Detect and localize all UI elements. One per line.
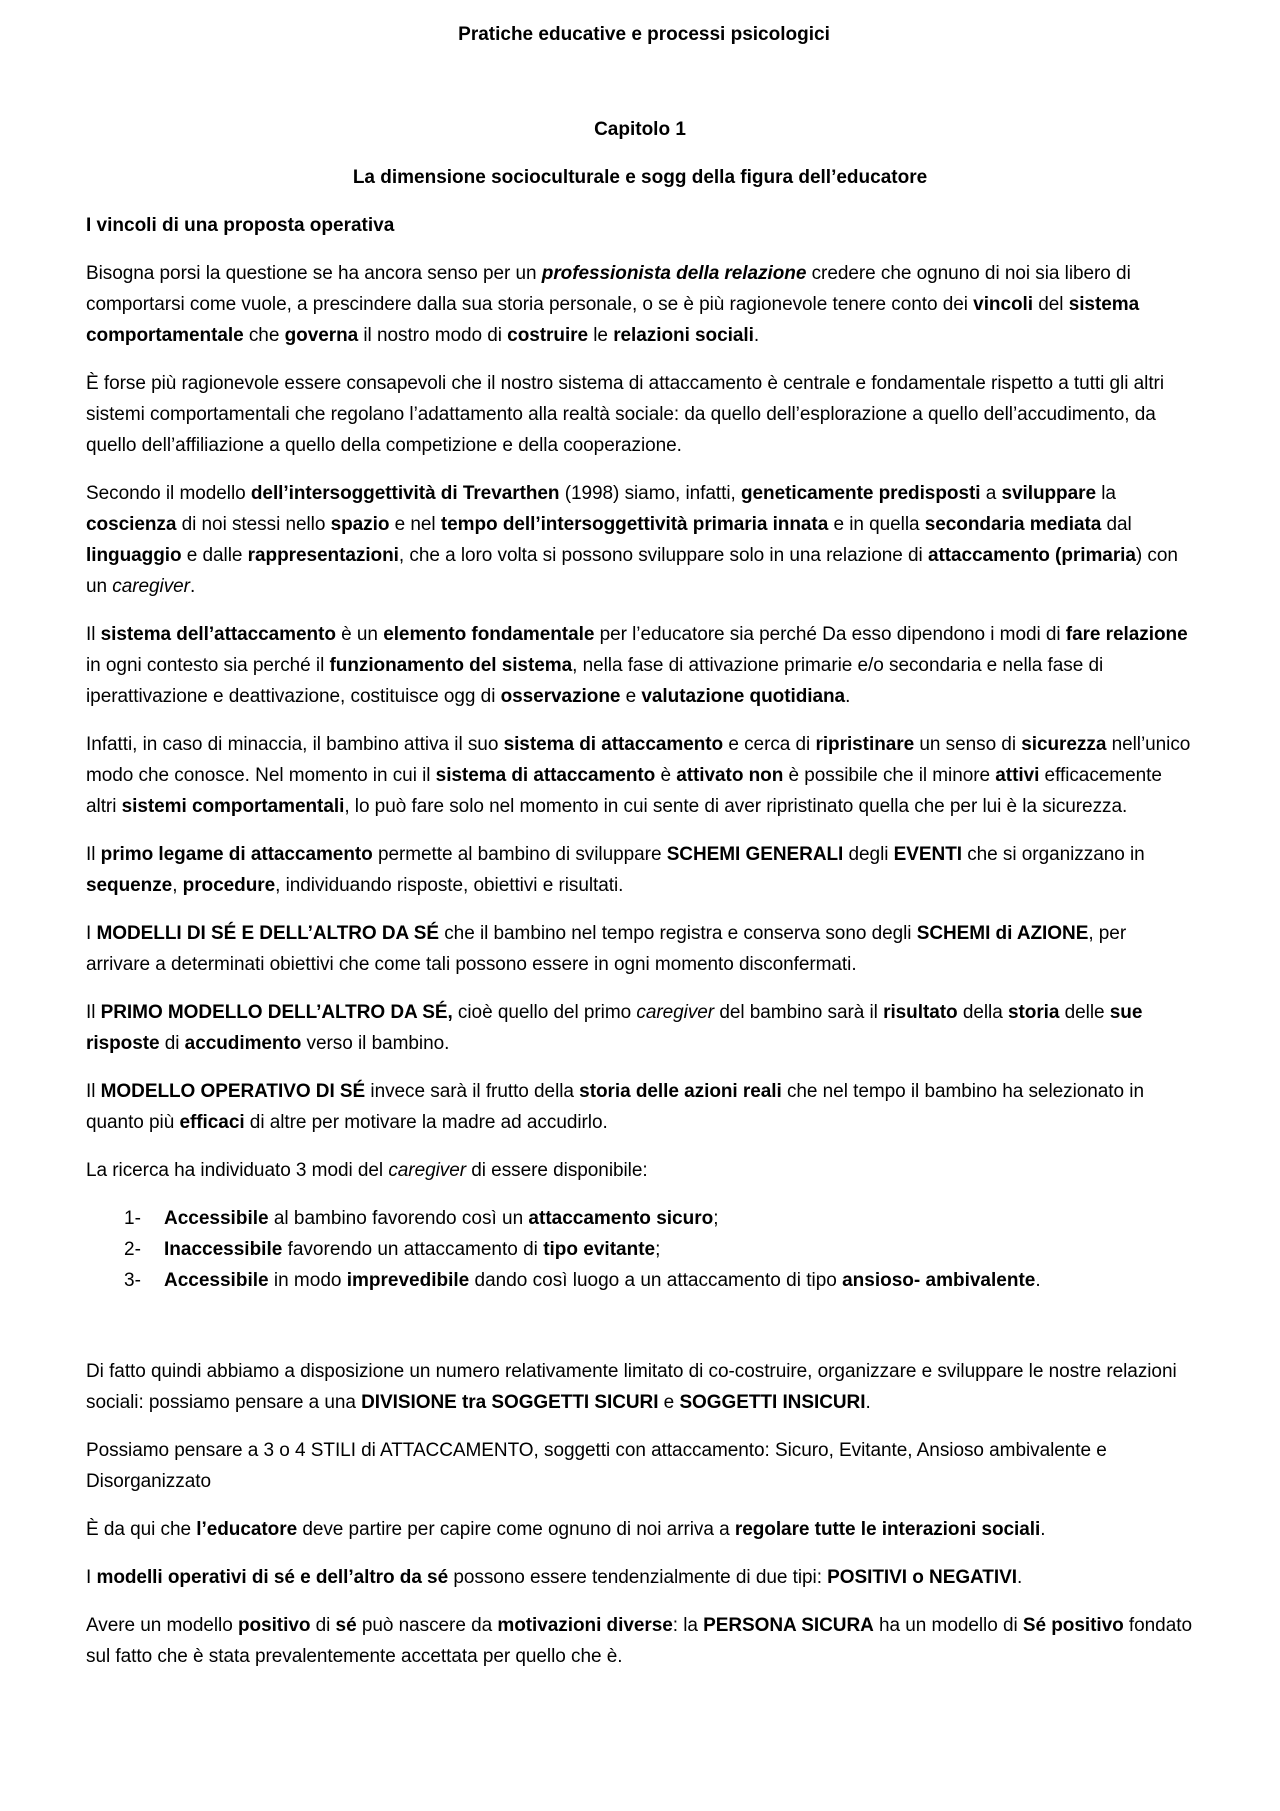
text-run: , nella fase di attivazione primarie e/o secondaria e nella fase di iperattivazione e deattivazione, costituisce ogg di (86, 655, 1104, 707)
italic-run: caregiver (388, 1160, 467, 1181)
text-run: verso il bambino. (301, 1033, 450, 1054)
text-run: di (159, 1033, 185, 1054)
text-run: le (588, 325, 614, 346)
bold-run: sistema dell’attaccamento (100, 624, 336, 645)
text-run: nell’unico modo che conosce. Nel momento in cui il (86, 734, 1191, 786)
text-run: . (1035, 1270, 1041, 1291)
paragraph (86, 918, 1194, 980)
paragraph (86, 1356, 1194, 1418)
paragraph (86, 1155, 1194, 1186)
chapter-heading: Capitolo 1 (594, 119, 686, 140)
text-run: Avere un modello (86, 1615, 238, 1636)
bold-run: governa (284, 325, 359, 346)
chapter-subtitle: La dimensione socioculturale e sogg della figura dell’educatore (352, 167, 928, 188)
bold-run: modelli operativi di sé e dell’altro da sé (96, 1567, 449, 1588)
bold-run: l’educatore (196, 1519, 298, 1540)
text-run: È forse più ragionevole essere consapevoli che il nostro sistema di attaccamento è centrale e fondamentale rispetto a tutti gli altri sistemi comportamentali che regolano l’adattamento alla realtà sociale: da quello dell’esplorazione a quello dell’accudimento, da quello dell’affiliazione a quello della competizione e della cooperazione. (86, 373, 1164, 456)
text-run: ) con un (86, 545, 1178, 597)
bold-italic-run (542, 263, 807, 284)
text-run: Il (86, 1002, 101, 1023)
bold-run: SCHEMI di AZIONE (916, 923, 1089, 944)
list-item (86, 1234, 1194, 1265)
paragraph (86, 1076, 1194, 1138)
caregiver-modes-list (86, 1203, 1194, 1296)
text-run: dal (1101, 514, 1132, 535)
text-run: che il bambino nel tempo registra e conserva sono degli (439, 923, 917, 944)
bold-run: fare relazione (1065, 624, 1188, 645)
bold-run: attaccamento sicuro (528, 1208, 714, 1229)
text-run: . (865, 1392, 871, 1413)
text-run: : la (672, 1615, 704, 1636)
italic-run: caregiver (112, 576, 190, 597)
text-run: Infatti, in caso di minaccia, il bambino attiva il suo (86, 734, 504, 755)
text-run: del bambino sarà il (714, 1002, 884, 1023)
bold-run: attaccamento (primaria (927, 545, 1136, 566)
document-title: Pratiche educative e processi psicologici (458, 24, 830, 45)
text-run: è possibile che il minore (783, 765, 996, 786)
bold-run: ripristinare (815, 734, 915, 755)
text-run: e cerca di (723, 734, 816, 755)
bold-run: Accessibile (164, 1208, 269, 1229)
paragraph (86, 1610, 1194, 1672)
bold-run: storia delle azioni reali (579, 1081, 782, 1102)
text-run: . (753, 325, 760, 346)
bold-run: sequenze (86, 875, 173, 896)
text-run: I (86, 923, 97, 944)
text-run: (1998) siamo, infatti, (559, 483, 741, 504)
text-run: invece sarà il frutto della (365, 1081, 580, 1102)
bold-run: sistema comportamentale (86, 294, 1140, 346)
paragraph (86, 368, 1194, 461)
paragraph (86, 1435, 1194, 1497)
bold-run: funzionamento del sistema (329, 655, 573, 676)
body-paragraphs (86, 258, 1194, 1186)
bold-run: EVENTI (893, 844, 962, 865)
paragraph (86, 258, 1194, 351)
bold-run: Sé positivo (1022, 1615, 1124, 1636)
bold-run: efficaci (179, 1112, 245, 1133)
text-run: ha un modello di (873, 1615, 1023, 1636)
list-item (86, 1203, 1194, 1234)
text-run: del (1033, 294, 1069, 315)
text-run: dando così luogo a un attaccamento di tipo (469, 1270, 843, 1291)
bold-run: SOGGETTI INSICURI (679, 1392, 866, 1413)
bold-run: sistemi comportamentali (121, 796, 345, 817)
section-heading: I vincoli di una proposta operativa (86, 215, 395, 236)
text-run: degli (843, 844, 894, 865)
bold-run: attivi (995, 765, 1040, 786)
body-paragraphs-after (86, 1356, 1194, 1672)
bold-run: elemento fondamentale (383, 624, 595, 645)
text-run: cioè quello del primo (452, 1002, 637, 1023)
bold-run: dell’intersoggettività di Trevarthen (250, 483, 560, 504)
text-run: che nel tempo il bambino ha selezionato in quanto più (86, 1081, 1144, 1133)
text-run: Il (86, 844, 101, 865)
bold-run: procedure (182, 875, 276, 896)
text-run: di essere disponibile: (466, 1160, 648, 1181)
text-run: ; (713, 1208, 719, 1229)
text-run: può nascere da (356, 1615, 498, 1636)
text-run: . (189, 576, 196, 597)
text-run: ; (655, 1239, 661, 1260)
bold-run: DIVISIONE tra SOGGETTI SICURI (361, 1392, 659, 1413)
paragraph (86, 619, 1194, 712)
text-run: , per arrivare a determinati obiettivi che come tali possono essere in ogni momento disconfermati. (86, 923, 1127, 975)
text-run: Di fatto quindi abbiamo a disposizione un numero relativamente limitato di co-costruire, organizzare e sviluppare le nostre relazioni sociali: possiamo pensare a una (86, 1361, 1177, 1413)
bold-run: coscienza (86, 514, 177, 535)
text-run: la (1096, 483, 1116, 504)
bold-run: positivo (237, 1615, 311, 1636)
bold-run: geneticamente predisposti (740, 483, 981, 504)
bold-run: primo legame di attaccamento (100, 844, 373, 865)
text-run: il nostro modo di (358, 325, 508, 346)
bold-run: MODELLO OPERATIVO DI SÉ (100, 1081, 366, 1102)
bold-run: imprevedibile (346, 1270, 470, 1291)
bold-run: SCHEMI GENERALI (666, 844, 844, 865)
list-number: 2- (124, 1239, 141, 1260)
text-run: , lo può fare solo nel momento in cui sente di aver ripristinato quella che per lui è la sicurezza. (344, 796, 1128, 817)
text-run: favorendo un attaccamento di (282, 1239, 544, 1260)
list-item (86, 1265, 1194, 1296)
text-run: per l’educatore sia perché Da esso dipendono i modi di (594, 624, 1066, 645)
text-run: e dalle (181, 545, 248, 566)
text-run: che (243, 325, 285, 346)
text-run: e (620, 686, 642, 707)
text-run: Secondo il modello (86, 483, 251, 504)
list-number: 1- (124, 1208, 141, 1229)
bold-run: risultato (883, 1002, 958, 1023)
bold-run: spazio (330, 514, 390, 535)
paragraph (86, 1562, 1194, 1593)
text-run: . (845, 686, 851, 707)
text-run: . (1016, 1567, 1023, 1588)
emphasis-text: professionista della relazione (541, 263, 807, 284)
bold-run: tipo evitante (543, 1239, 656, 1260)
italic-run: caregiver (636, 1002, 715, 1023)
bold-run: storia (1007, 1002, 1060, 1023)
text-run: che si organizzano in (961, 844, 1145, 865)
bold-run: PERSONA SICURA (703, 1615, 874, 1636)
text-run: Il (86, 1081, 101, 1102)
text-run: possono essere tendenzialmente di due tipi: (448, 1567, 828, 1588)
bold-run: attivato non (676, 765, 784, 786)
text-run: a (980, 483, 1002, 504)
bold-run: motivazioni diverse (497, 1615, 673, 1636)
text-run: è un (335, 624, 384, 645)
bold-run: regolare tutte le interazioni sociali (734, 1519, 1041, 1540)
text-run: È da qui che (86, 1519, 197, 1540)
text-run: credere che ognuno di noi sia libero di comportarsi come vuole, a prescindere dalla sua storia personale, o se è più ragionevole tenere conto dei (86, 263, 1131, 315)
list-number: 3- (124, 1270, 141, 1291)
bold-run: sé (335, 1615, 357, 1636)
text-run: di (310, 1615, 336, 1636)
text-run: al bambino favorendo così un (268, 1208, 529, 1229)
bold-run: linguaggio (86, 545, 182, 566)
text-run: un senso di (914, 734, 1022, 755)
bold-run: sicurezza (1021, 734, 1107, 755)
text-run: fondato sul fatto che è stata prevalentemente accettata per quello che è. (86, 1615, 1192, 1667)
text-run: in modo (268, 1270, 347, 1291)
bold-run: secondaria mediata (924, 514, 1102, 535)
bold-run: sistema di attaccamento (435, 765, 656, 786)
bold-run: MODELLI DI SÉ E DELL’ALTRO DA SÉ (96, 923, 439, 944)
paragraph (86, 478, 1194, 602)
text-run: Possiamo pensare a 3 o 4 STILI di ATTACCAMENTO, soggetti con attaccamento: Sicuro, Evitante, Ansioso ambivalente e Disorganizzato (86, 1440, 1107, 1492)
bold-run: sviluppare (1001, 483, 1096, 504)
bold-run: rappresentazioni (247, 545, 399, 566)
text-run: è (655, 765, 677, 786)
text-run: della (957, 1002, 1008, 1023)
bold-run: Accessibile (164, 1270, 269, 1291)
text-run: in ogni contesto sia perché il (86, 655, 330, 676)
bold-run: osservazione (500, 686, 621, 707)
text-run: efficacemente altri (86, 765, 1162, 817)
text-run: deve partire per capire come ognuno di noi arriva a (297, 1519, 735, 1540)
bold-run: Inaccessibile (164, 1239, 283, 1260)
text-run: e nel (389, 514, 441, 535)
text-run: di noi stessi nello (176, 514, 331, 535)
bold-run: costruire (507, 325, 589, 346)
text-run: , che a loro volta si possono sviluppare solo in una relazione di (398, 545, 928, 566)
paragraph (86, 997, 1194, 1059)
text-run: , (172, 875, 183, 896)
text-run: e in quella (828, 514, 925, 535)
text-run: Bisogna porsi la questione se ha ancora senso per un (86, 263, 542, 284)
bold-run: ansioso- ambivalente (842, 1270, 1036, 1291)
text-run: di altre per motivare la madre ad accudirlo. (244, 1112, 608, 1133)
text-run: Il (86, 624, 101, 645)
text-run: e (658, 1392, 680, 1413)
paragraph (86, 1514, 1194, 1545)
text-run: La ricerca ha individuato 3 modi del (86, 1160, 389, 1181)
bold-run: valutazione quotidiana (641, 686, 846, 707)
text-run: I (86, 1567, 97, 1588)
bold-run: sistema di attaccamento (503, 734, 724, 755)
bold-run: accudimento (184, 1033, 302, 1054)
text-run: permette al bambino di sviluppare (372, 844, 667, 865)
bold-run: POSITIVI o NEGATIVI (827, 1567, 1017, 1588)
text-run: . (1040, 1519, 1046, 1540)
bold-run: PRIMO MODELLO DELL’ALTRO DA SÉ, (100, 1002, 453, 1023)
text-run: delle (1059, 1002, 1110, 1023)
bold-run: sue risposte (86, 1002, 1143, 1054)
bold-run: tempo dell’intersoggettività primaria innata (440, 514, 829, 535)
paragraph (86, 729, 1194, 822)
text-run: , individuando risposte, obiettivi e risultati. (275, 875, 624, 896)
bold-run: vincoli (973, 294, 1034, 315)
paragraph (86, 839, 1194, 901)
bold-run: relazioni sociali (613, 325, 754, 346)
